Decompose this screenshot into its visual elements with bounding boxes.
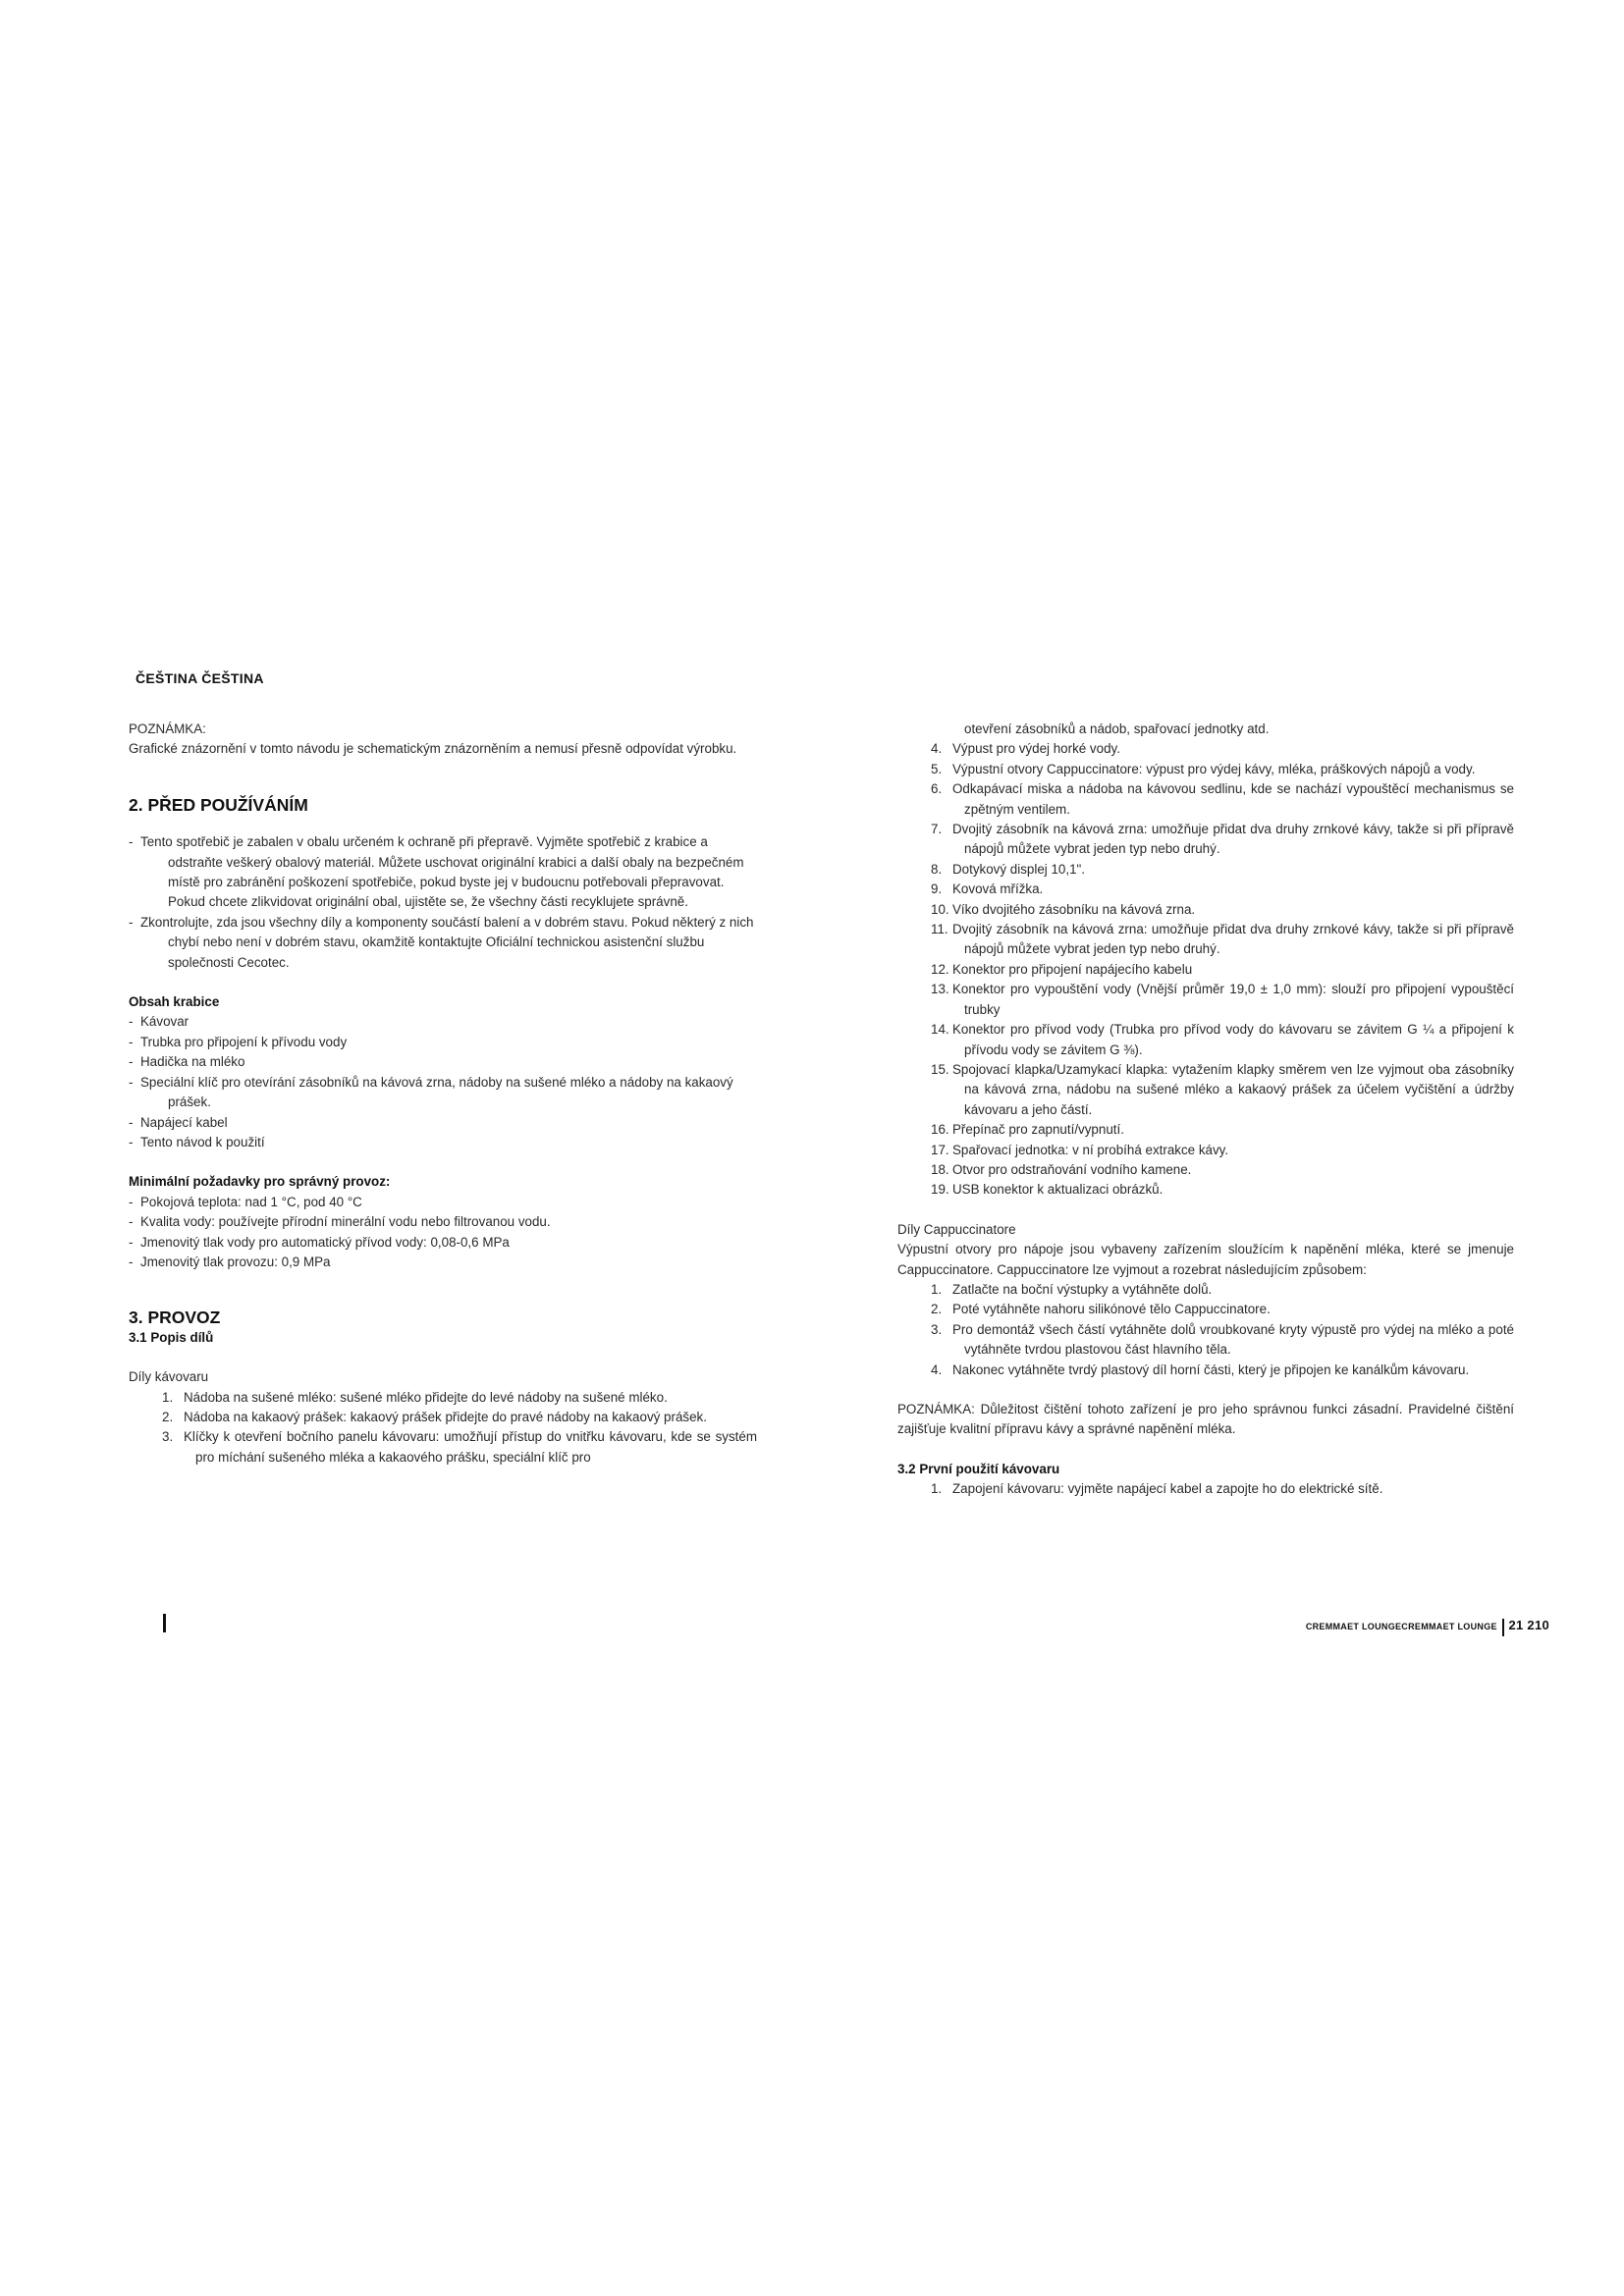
section-2-list bbox=[129, 832, 757, 973]
note-label: POZNÁMKA: bbox=[129, 721, 206, 736]
list-item: 1. Zapojení kávovaru: vyjměte napájecí kabel a zapojte ho do elektrické sítě. bbox=[931, 1481, 1383, 1497]
cappuccinatore-list bbox=[897, 1280, 1514, 1380]
list-item: 10. Víko dvojitého zásobníku na kávová zrna. bbox=[931, 901, 1196, 917]
list-item: 14. Konektor pro přívod vody (Trubka pro přívod vody do kávovaru se závitem G ¼ a připojení k přívodu vody se závitem G ⅜). bbox=[931, 1022, 1514, 1057]
list-item: - Tento spotřebič je zabalen v obalu určeném k ochraně při přepravě. Vyjměte spotřebič z krabice a odstraňte veškerý obalový materiál. Můžete uschovat originální krabici a další obaly na bezpečném místě pro zabránění poškození spotřebiče, pokud byste jej v budoucnu potřebovali přepravovat. Pokud chcete zlikvidovat originální obal, ujistěte se, že všechny části recyklujete správně. bbox=[129, 834, 744, 910]
list-item: - Tento návod k použití bbox=[129, 1134, 265, 1149]
list-item: 2. Poté vytáhněte nahoru silikónové tělo Cappuccinatore. bbox=[931, 1302, 1271, 1317]
requirements-list bbox=[129, 1193, 757, 1273]
list-item: 9. Kovová mřížka. bbox=[931, 881, 1044, 897]
list-item: 5. Výpustní otvory Cappuccinatore: výpust pro výdej kávy, mléka, práškových nápojů a vody. bbox=[931, 761, 1476, 776]
list-item: 2. Nádoba na kakaový prášek: kakaový prášek přidejte do pravé nádoby na kakaový prášek. bbox=[162, 1409, 707, 1424]
page-number: 21 210 bbox=[1508, 1618, 1549, 1632]
list-item: 1. Zatlačte na boční výstupky a vytáhněte dolů. bbox=[931, 1281, 1213, 1297]
list-item: - Napájecí kabel bbox=[129, 1114, 228, 1130]
list-item: 19. USB konektor k aktualizaci obrázků. bbox=[931, 1182, 1164, 1198]
cleaning-note: POZNÁMKA: Důležitost čištění tohoto zařízení je pro jeho správnou funkci zásadní. Pravidelné čištění zajišťuje kvalitní přípravu kávy a správné napěnění mléka. bbox=[897, 1402, 1514, 1437]
list-item: - Zkontrolujte, zda jsou všechny díly a komponenty součástí balení a v dobrém stavu. Pokud některý z nich chybí nebo není v dobrém stavu, okamžitě kontaktujte Oficiální technickou asistenční službu společnosti Cecotec. bbox=[129, 914, 754, 970]
continuation-text: otevření zásobníků a nádob, spařovací jednotky atd. bbox=[964, 721, 1270, 736]
list-item: 18. Otvor pro odstraňování vodního kamene. bbox=[931, 1161, 1192, 1177]
section-3-1-title: 3.1 Popis dílů bbox=[129, 1329, 214, 1345]
coffee-parts-title: Díly kávovaru bbox=[129, 1369, 209, 1385]
list-item: 4. Nakonec vytáhněte tvrdý plastový díl horní části, který je připojen ke kanálkům kávovaru. bbox=[931, 1362, 1470, 1377]
list-item: 6. Odkapávací miska a nádoba na kávovou sedlinu, kde se nachází vypouštěcí mechanismus se zpětným ventilem. bbox=[931, 781, 1514, 817]
language-header: ČEŠTINA ČEŠTINA bbox=[135, 670, 264, 686]
list-item: 4. Výpust pro výdej horké vody. bbox=[931, 741, 1120, 757]
box-contents-list bbox=[129, 1012, 757, 1152]
list-item: 11. Dvojitý zásobník na kávová zrna: umožňuje přidat dva druhy zrnkové kávy, takže si při přípravě nápojů můžete vybrat jeden typ nebo druhý. bbox=[931, 922, 1514, 957]
section-3-2-title: 3.2 První použití kávovaru bbox=[897, 1461, 1060, 1476]
list-item: - Trubka pro připojení k přívodu vody bbox=[129, 1034, 348, 1049]
list-item: 3. Klíčky k otevření bočního panelu kávovaru: umožňují přístup do vnitřku kávovaru, kde se systém pro míchání sušeného mléka a kakaového prášku, speciální klíč pro bbox=[162, 1429, 757, 1465]
list-item: 16. Přepínač pro zapnutí/vypnutí. bbox=[931, 1122, 1124, 1138]
list-item: - Kvalita vody: používejte přírodní minerální vodu nebo filtrovanou vodu. bbox=[129, 1214, 551, 1230]
right-column bbox=[897, 720, 1514, 1500]
note-text: Grafické znázornění v tomto návodu je schematickým znázorněním a nemusí přesně odpovídat výrobku. bbox=[129, 741, 737, 757]
list-item: 17. Spařovací jednotka: v ní probíhá extrakce kávy. bbox=[931, 1142, 1229, 1157]
list-item: 13. Konektor pro vypouštění vody (Vnější průměr 19,0 ± 1,0 mm): slouží pro připojení vypouštěcí trubky bbox=[931, 982, 1514, 1017]
list-item: - Jmenovitý tlak vody pro automatický přívod vody: 0,08-0,6 MPa bbox=[129, 1234, 510, 1250]
footer-product-name: CREMMAET LOUNGECREMMAET LOUNGE bbox=[1305, 1622, 1497, 1631]
list-item: - Hadička na mléko bbox=[129, 1054, 245, 1070]
first-use-list bbox=[897, 1479, 1514, 1499]
list-item: 1. Nádoba na sušené mléko: sušené mléko přidejte do levé nádoby na sušené mléko. bbox=[162, 1389, 668, 1405]
list-item: - Pokojová teplota: nad 1 °C, pod 40 °C bbox=[129, 1194, 362, 1209]
cappuccinatore-intro: Výpustní otvory pro nápoje jsou vybaveny zařízením sloužícím k napěnění mléka, které se jmenuje Cappuccinatore. Cappuccinatore lze vyjmout a rozebrat následujícím způsobem: bbox=[897, 1242, 1514, 1277]
list-item: - Kávovar bbox=[129, 1014, 189, 1030]
section-2-title: 2. PŘED POUŽÍVÁNÍM bbox=[129, 794, 308, 815]
list-item: 3. Pro demontáž všech částí vytáhněte dolů vroubkované kryty výpustě pro výdej na mléko a poté vytáhněte tvrdou plastovou část hlavního těla. bbox=[931, 1321, 1514, 1358]
coffee-parts-list-right bbox=[897, 739, 1514, 1200]
coffee-parts-list-left bbox=[129, 1388, 757, 1468]
list-item: 7. Dvojitý zásobník na kávová zrna: umožňuje přidat dva druhy zrnkové kávy, takže si při přípravě nápojů můžete vybrat jeden typ nebo druhý. bbox=[931, 822, 1514, 857]
list-item: 12. Konektor pro připojení napájecího kabelu bbox=[931, 961, 1193, 977]
box-contents-title: Obsah krabice bbox=[129, 994, 220, 1010]
footer-left-bar bbox=[163, 1614, 166, 1632]
list-item: - Speciální klíč pro otevírání zásobníků na kávová zrna, nádoby na sušené mléko a nádoby na kakaový prášek. bbox=[129, 1074, 733, 1110]
list-item: 15. Spojovací klapka/Uzamykací klapka: vytažením klapky směrem ven lze vyjmout oba zásobníky na kávová zrna, nádobu na sušené mléko a kakaový prášek za účelem vyčištění a údržby kávovaru a jeho částí. bbox=[931, 1061, 1514, 1117]
requirements-title: Minimální požadavky pro správný provoz: bbox=[129, 1174, 391, 1190]
footer-right bbox=[1306, 1618, 1549, 1636]
left-column bbox=[129, 720, 757, 1468]
cappuccinatore-title: Díly Cappuccinatore bbox=[897, 1221, 1016, 1237]
footer-divider bbox=[1502, 1619, 1504, 1636]
list-item: 8. Dotykový displej 10,1". bbox=[931, 861, 1086, 877]
section-3-title: 3. PROVOZ bbox=[129, 1308, 221, 1328]
list-item: - Jmenovitý tlak provozu: 0,9 MPa bbox=[129, 1254, 331, 1269]
